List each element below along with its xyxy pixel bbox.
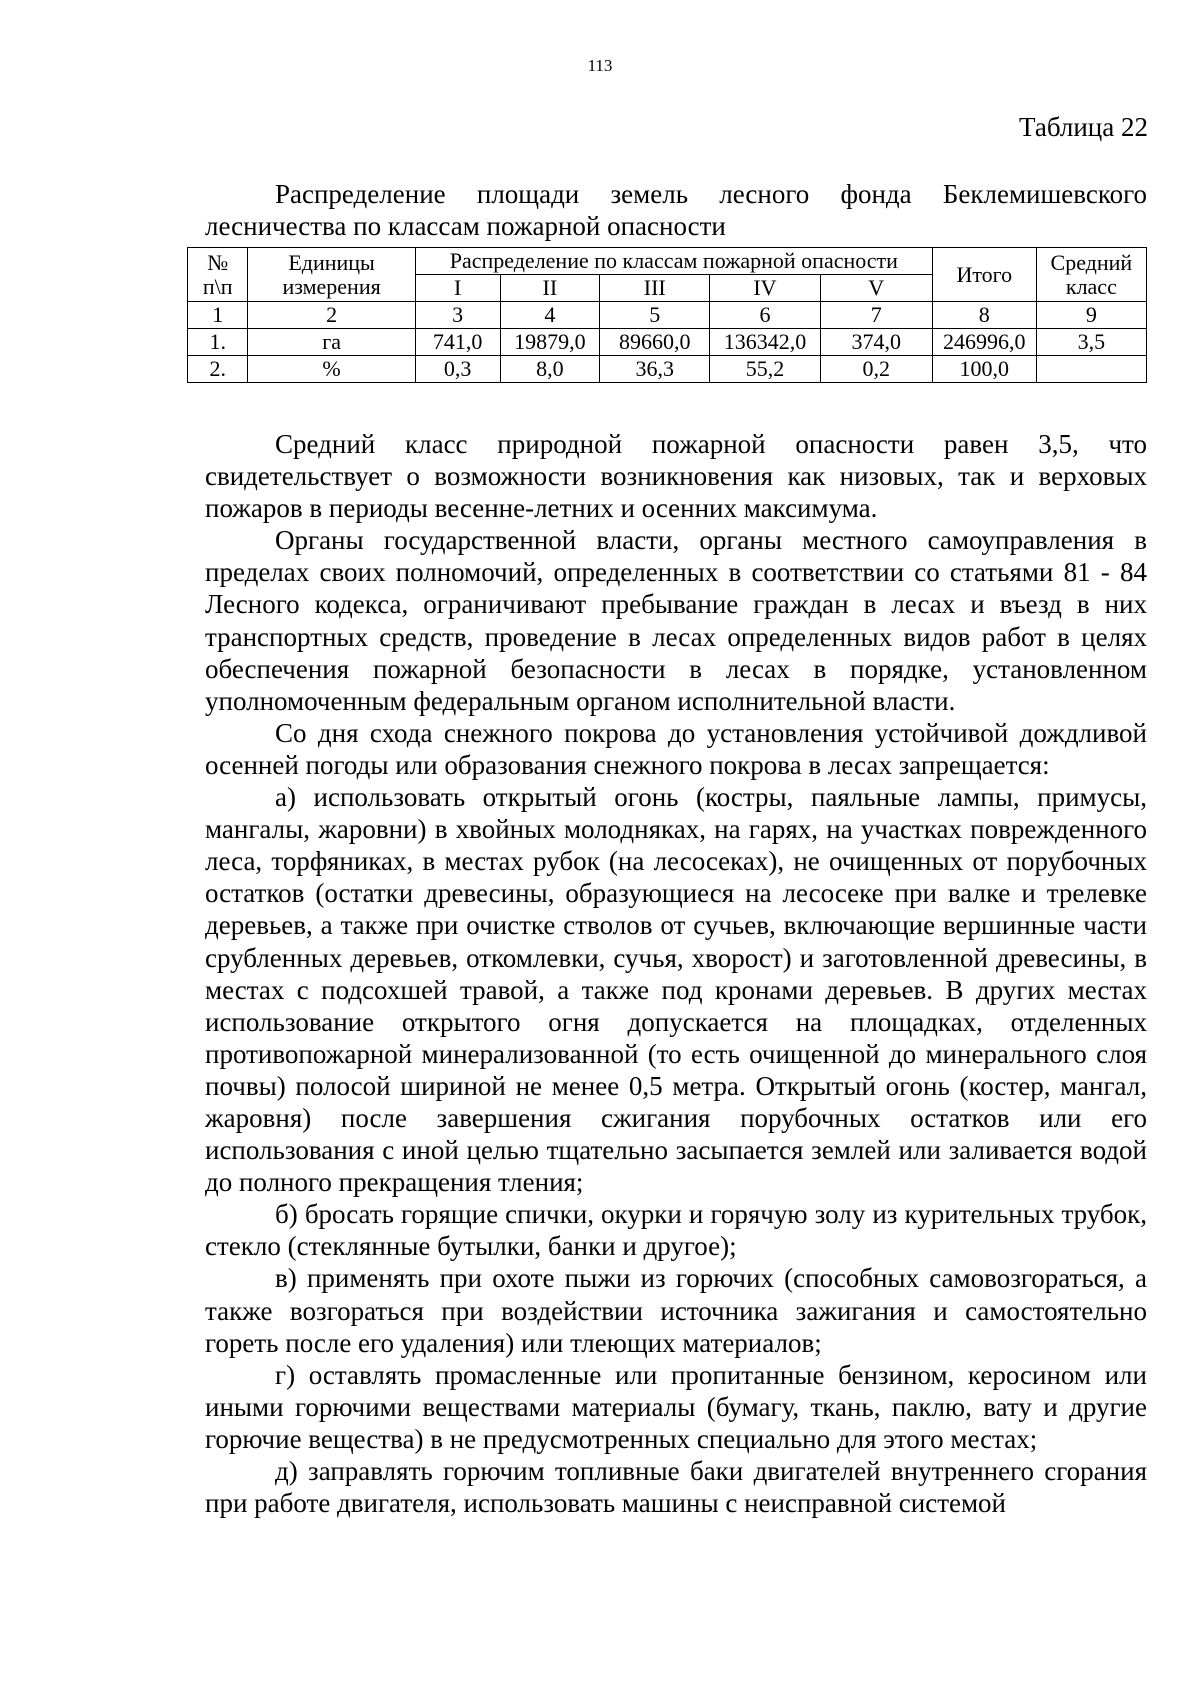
page-number: 113 <box>587 56 613 75</box>
body-text <box>205 428 1147 1519</box>
table-label: Таблица 22 <box>1019 112 1148 142</box>
table-cell: 374,0 <box>820 329 932 356</box>
class-header: V <box>820 275 932 302</box>
table-cell: 741,0 <box>415 329 500 356</box>
table-cell: 1. <box>188 329 248 356</box>
column-number: 3 <box>415 302 500 329</box>
column-number: 8 <box>932 302 1036 329</box>
table-cell: 36,3 <box>600 356 710 383</box>
table-cell: 19879,0 <box>500 329 600 356</box>
table-cell: 55,2 <box>710 356 820 383</box>
column-number: 7 <box>820 302 932 329</box>
table-cell: га <box>248 329 415 356</box>
table-column-numbers-row <box>188 302 1147 329</box>
class-header: III <box>600 275 710 302</box>
header-number: № п\п <box>188 248 248 302</box>
header-average-class: Средний класс <box>1036 248 1146 302</box>
table-cell: 89660,0 <box>600 329 710 356</box>
table-cell: 8,0 <box>500 356 600 383</box>
list-item-a: а) использовать открытый огонь (костры, паяльные лампы, примусы, мангалы, жаровни) в хвойных молодняках, на гарях, на участках поврежденного леса, торфяниках, в местах рубок (на лесосеках), не очищенных от порубочных остатков (остатки древесины, образующиеся на лесосеке при валке и трелевке деревьев, а также при очистке стволов от сучьев, включающие вершинные части срубленных деревьев, откомлевки, сучья, хворост) и заготовленной древесины, в местах с подсохшей травой, а также под кронами деревьев. В других местах использование открытого огня допускается на площадках, отделенных противопожарной минерализованной (то есть очищенной до минерального слоя почвы) полосой шириной не менее 0,5 метра. Открытый огонь (костер, мангал, жаровня) после завершения сжигания порубочных остатков или его использования с иной целью тщательно засыпается землей или заливается водой до полного прекращения тления; <box>205 782 1147 1198</box>
table-cell <box>1036 356 1146 383</box>
class-header: II <box>500 275 600 302</box>
list-item-g: г) оставлять промасленные или пропитанные бензином, керосином или иными горючими веществами материалы (бумагу, ткань, паклю, вату и другие горючие вещества) в не предусмотренных специально для этого местах; <box>205 1359 1147 1454</box>
table-row <box>188 356 1147 383</box>
header-distribution: Распределение по классам пожарной опасности <box>415 248 932 275</box>
column-number: 1 <box>188 302 248 329</box>
column-number: 4 <box>500 302 600 329</box>
table-header-row <box>188 248 1147 275</box>
column-number: 5 <box>600 302 710 329</box>
list-item-d: д) заправлять горючим топливные баки двигателей внутреннего сгорания при работе двигателя, использовать машины с неисправной системой <box>205 1456 1147 1519</box>
column-number: 9 <box>1036 302 1146 329</box>
column-number: 6 <box>710 302 820 329</box>
table-cell: 0,2 <box>820 356 932 383</box>
paragraph-prohibitions-intro: Со дня схода снежного покрова до установления устойчивой дождливой осенней погоды или образования снежного покрова в лесах запрещается: <box>205 717 1147 780</box>
list-item-b: б) бросать горящие спички, окурки и горячую золу из курительных трубок, стекло (стеклянные бутылки, банки и другое); <box>205 1199 1147 1262</box>
header-total: Итого <box>932 248 1036 302</box>
table-cell: 0,3 <box>415 356 500 383</box>
table-caption: Распределение площади земель лесного фонда Беклемишевского лесничества по классам пожарной опасности <box>205 179 1147 241</box>
column-number: 2 <box>248 302 415 329</box>
table-cell: 246996,0 <box>932 329 1036 356</box>
table-cell: 136342,0 <box>710 329 820 356</box>
fire-danger-table <box>187 247 1147 383</box>
table-cell: % <box>248 356 415 383</box>
paragraph-average-class: Средний класс природной пожарной опасности равен 3,5, что свидетельствует о возможности возникновения как низовых, так и верховых пожаров в периоды весенне-летних и осенних максимума. <box>205 429 1147 524</box>
table-cell: 2. <box>188 356 248 383</box>
paragraph-authorities: Органы государственной власти, органы местного самоуправления в пределах своих полномочий, определенных в соответствии со статьями 81 - 84 Лесного кодекса, ограничивают пребывание граждан в лесах и въезд в них транспортных средств, проведение в лесах определенных видов работ в целях обеспечения пожарной безопасности в лесах в порядке, установленном уполномоченным федеральным органом исполнительной власти. <box>205 525 1147 716</box>
header-units: Единицы измерения <box>248 248 415 302</box>
table-cell: 3,5 <box>1036 329 1146 356</box>
list-item-v: в) применять при охоте пыжи из горючих (способных самовозгораться, а также возгораться при воздействии источника зажигания и самостоятельно гореть после его удаления) или тлеющих материалов; <box>205 1263 1147 1358</box>
table-row <box>188 329 1147 356</box>
class-header: I <box>415 275 500 302</box>
table-cell: 100,0 <box>932 356 1036 383</box>
class-header: IV <box>710 275 820 302</box>
